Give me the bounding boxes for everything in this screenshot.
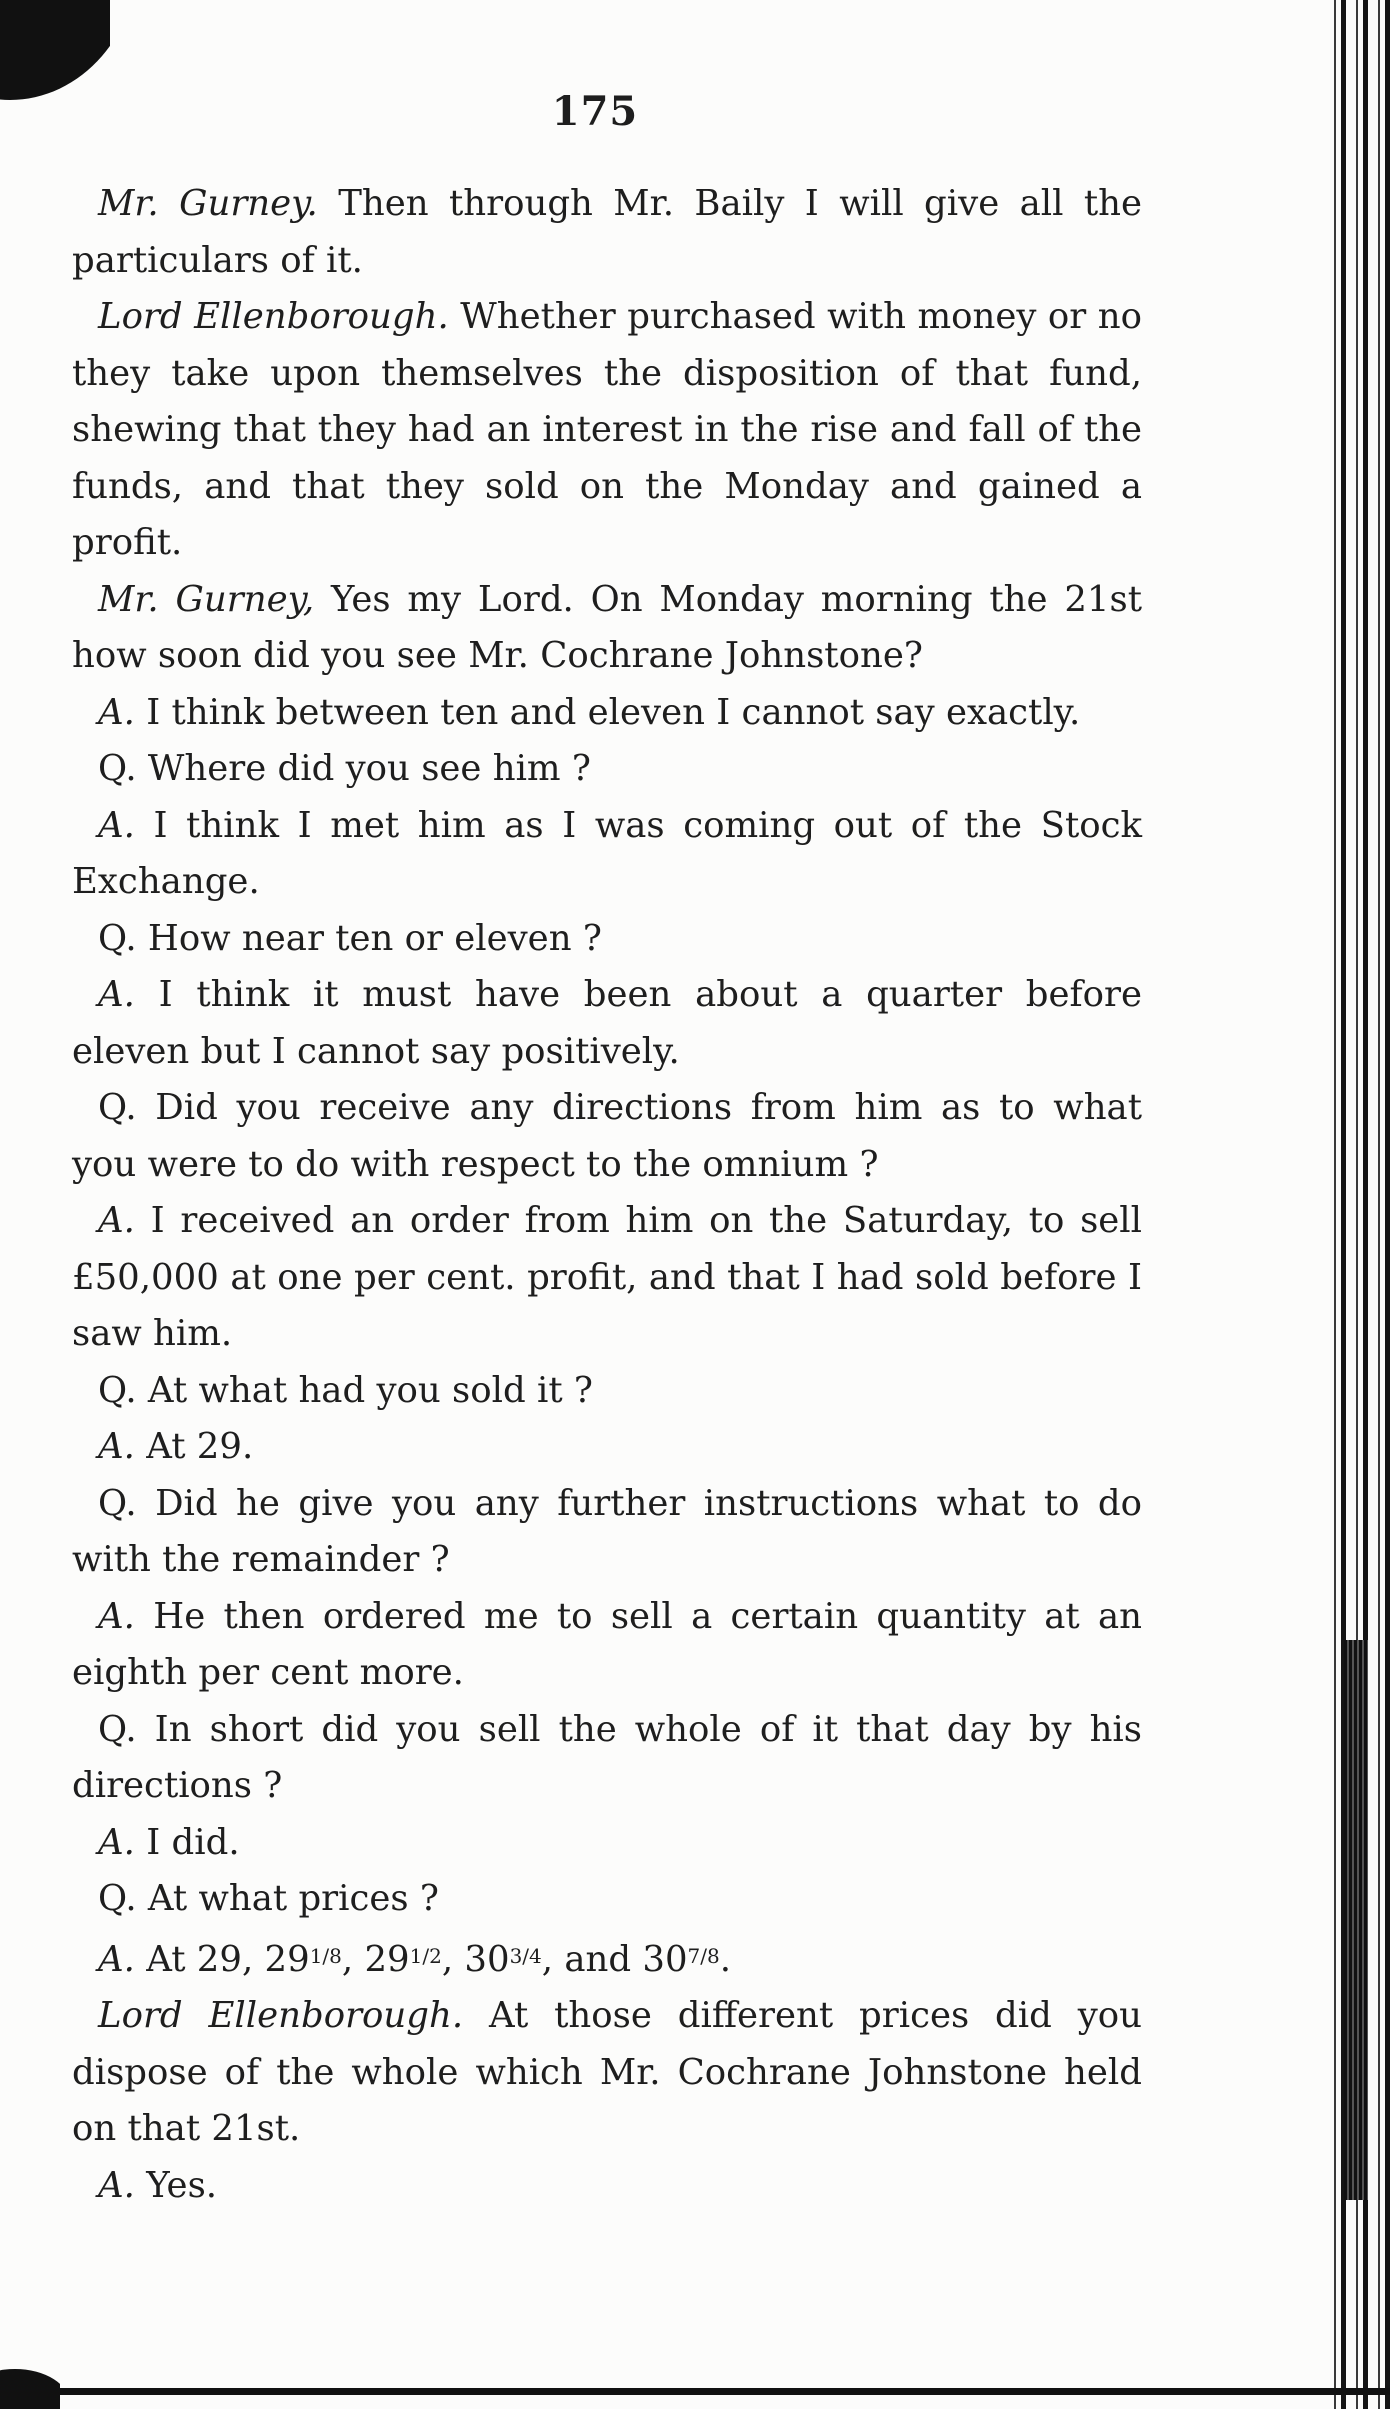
answer-paragraph <box>72 967 1142 1080</box>
question-label: Q. <box>98 748 137 789</box>
paragraph-text: Where did you see him ? <box>136 748 591 789</box>
paragraph-text: I received an order from him on the Saturday, to sell £50,000 at one per cent. profit, and that I had sold before I saw him. <box>72 1200 1142 1354</box>
price-fraction: 1/2 <box>409 1943 442 1968</box>
answer-paragraph-prices <box>72 1928 1142 1989</box>
answer-paragraph <box>72 1815 1142 1872</box>
question-label: Q. <box>98 1087 137 1128</box>
question-paragraph <box>72 741 1142 798</box>
price-fraction: 3/4 <box>509 1943 542 1968</box>
paragraph-text: Did you receive any directions from him as to what you were to do with respect to the omnium ? <box>72 1087 1142 1185</box>
question-label: Q. <box>98 1878 137 1919</box>
question-paragraph <box>72 1702 1142 1815</box>
answer-label: A. <box>98 1938 135 1980</box>
paragraph-text: Whether purchased with money or no they take upon themselves the disposition of that fund, shewing that they had an interest in the rise and fall of the funds, and that they sold on the Monday and gained a profit. <box>72 296 1142 563</box>
answer-label: A. <box>98 974 135 1015</box>
answer-paragraph <box>72 685 1142 742</box>
paragraph-text: How near ten or eleven ? <box>136 917 602 959</box>
page-number: 175 <box>551 88 639 135</box>
answer-label: A. <box>98 1426 135 1467</box>
paragraph <box>72 1988 1142 2158</box>
answer-paragraph <box>72 2158 1142 2215</box>
speaker-label: Mr. Gurney. <box>98 183 318 224</box>
speaker-label: Lord Ellenborough. <box>98 296 449 337</box>
paragraph <box>72 289 1142 572</box>
paragraph-text: Then through Mr. Baily I will give all the particulars of it. <box>72 183 1142 281</box>
speaker-label: Lord Ellenborough. <box>98 1995 464 2036</box>
question-paragraph <box>72 1871 1142 1928</box>
answer-label: A. <box>98 691 135 733</box>
paragraph-text: At what had you sold it ? <box>136 1369 593 1411</box>
speaker-label: Mr. Gurney, <box>98 578 315 620</box>
paragraph-text: At 29. <box>134 1426 254 1467</box>
question-label: Q. <box>98 1708 137 1750</box>
answer-label: A. <box>98 1200 135 1241</box>
question-label: Q. <box>98 917 137 959</box>
price-text: , 30 <box>441 1938 510 1980</box>
answer-paragraph <box>72 798 1142 911</box>
question-paragraph <box>72 911 1142 968</box>
question-paragraph <box>72 1476 1142 1589</box>
question-paragraph <box>72 1080 1142 1193</box>
question-paragraph <box>72 1363 1142 1420</box>
price-text: , and 30 <box>541 1938 688 1980</box>
answer-paragraph <box>72 1193 1142 1363</box>
paragraph <box>72 176 1142 289</box>
answer-label: A. <box>98 1821 135 1863</box>
page-body-text <box>72 176 1142 2214</box>
price-text: , 29 <box>341 1938 410 1980</box>
paragraph-text: Did he give you any further instructions what to do with the remainder ? <box>72 1482 1142 1580</box>
paragraph-text: At those different prices did you dispose of the whole which Mr. Cochrane Johnstone held on that 21st. <box>72 1995 1142 2149</box>
question-label: Q. <box>98 1482 137 1524</box>
paragraph-text: At what prices ? <box>136 1878 439 1919</box>
paragraph-text: Yes. <box>134 2164 218 2206</box>
question-label: Q. <box>98 1369 137 1411</box>
paragraph-text: Yes my Lord. On Monday morning the 21st how soon did you see Mr. Cochrane Johnstone? <box>72 578 1142 676</box>
paragraph-text: I think it must have been about a quarter before eleven but I cannot say positively. <box>72 974 1142 1072</box>
paragraph <box>72 572 1142 685</box>
price-text: . <box>719 1938 732 1980</box>
price-fraction: 1/8 <box>309 1943 342 1968</box>
answer-label: A. <box>98 1595 135 1637</box>
bottom-page-edge <box>40 2388 1390 2395</box>
paragraph-text: I think between ten and eleven I cannot say exactly. <box>134 691 1081 733</box>
price-fraction: 7/8 <box>687 1943 720 1968</box>
answer-label: A. <box>98 804 135 846</box>
answer-paragraph <box>72 1589 1142 1702</box>
price-text: At 29, 29 <box>146 1938 310 1980</box>
paragraph-text: I did. <box>134 1821 240 1863</box>
paragraph-text: In short did you sell the whole of it that day by his directions ? <box>72 1708 1142 1806</box>
answer-label: A. <box>98 2164 135 2206</box>
binding-shadow <box>1344 1640 1368 2200</box>
paragraph-text: He then ordered me to sell a certain quantity at an eighth per cent more. <box>72 1595 1142 1693</box>
answer-paragraph <box>72 1419 1142 1476</box>
paragraph-text: I think I met him as I was coming out of the Stock Exchange. <box>72 804 1142 902</box>
